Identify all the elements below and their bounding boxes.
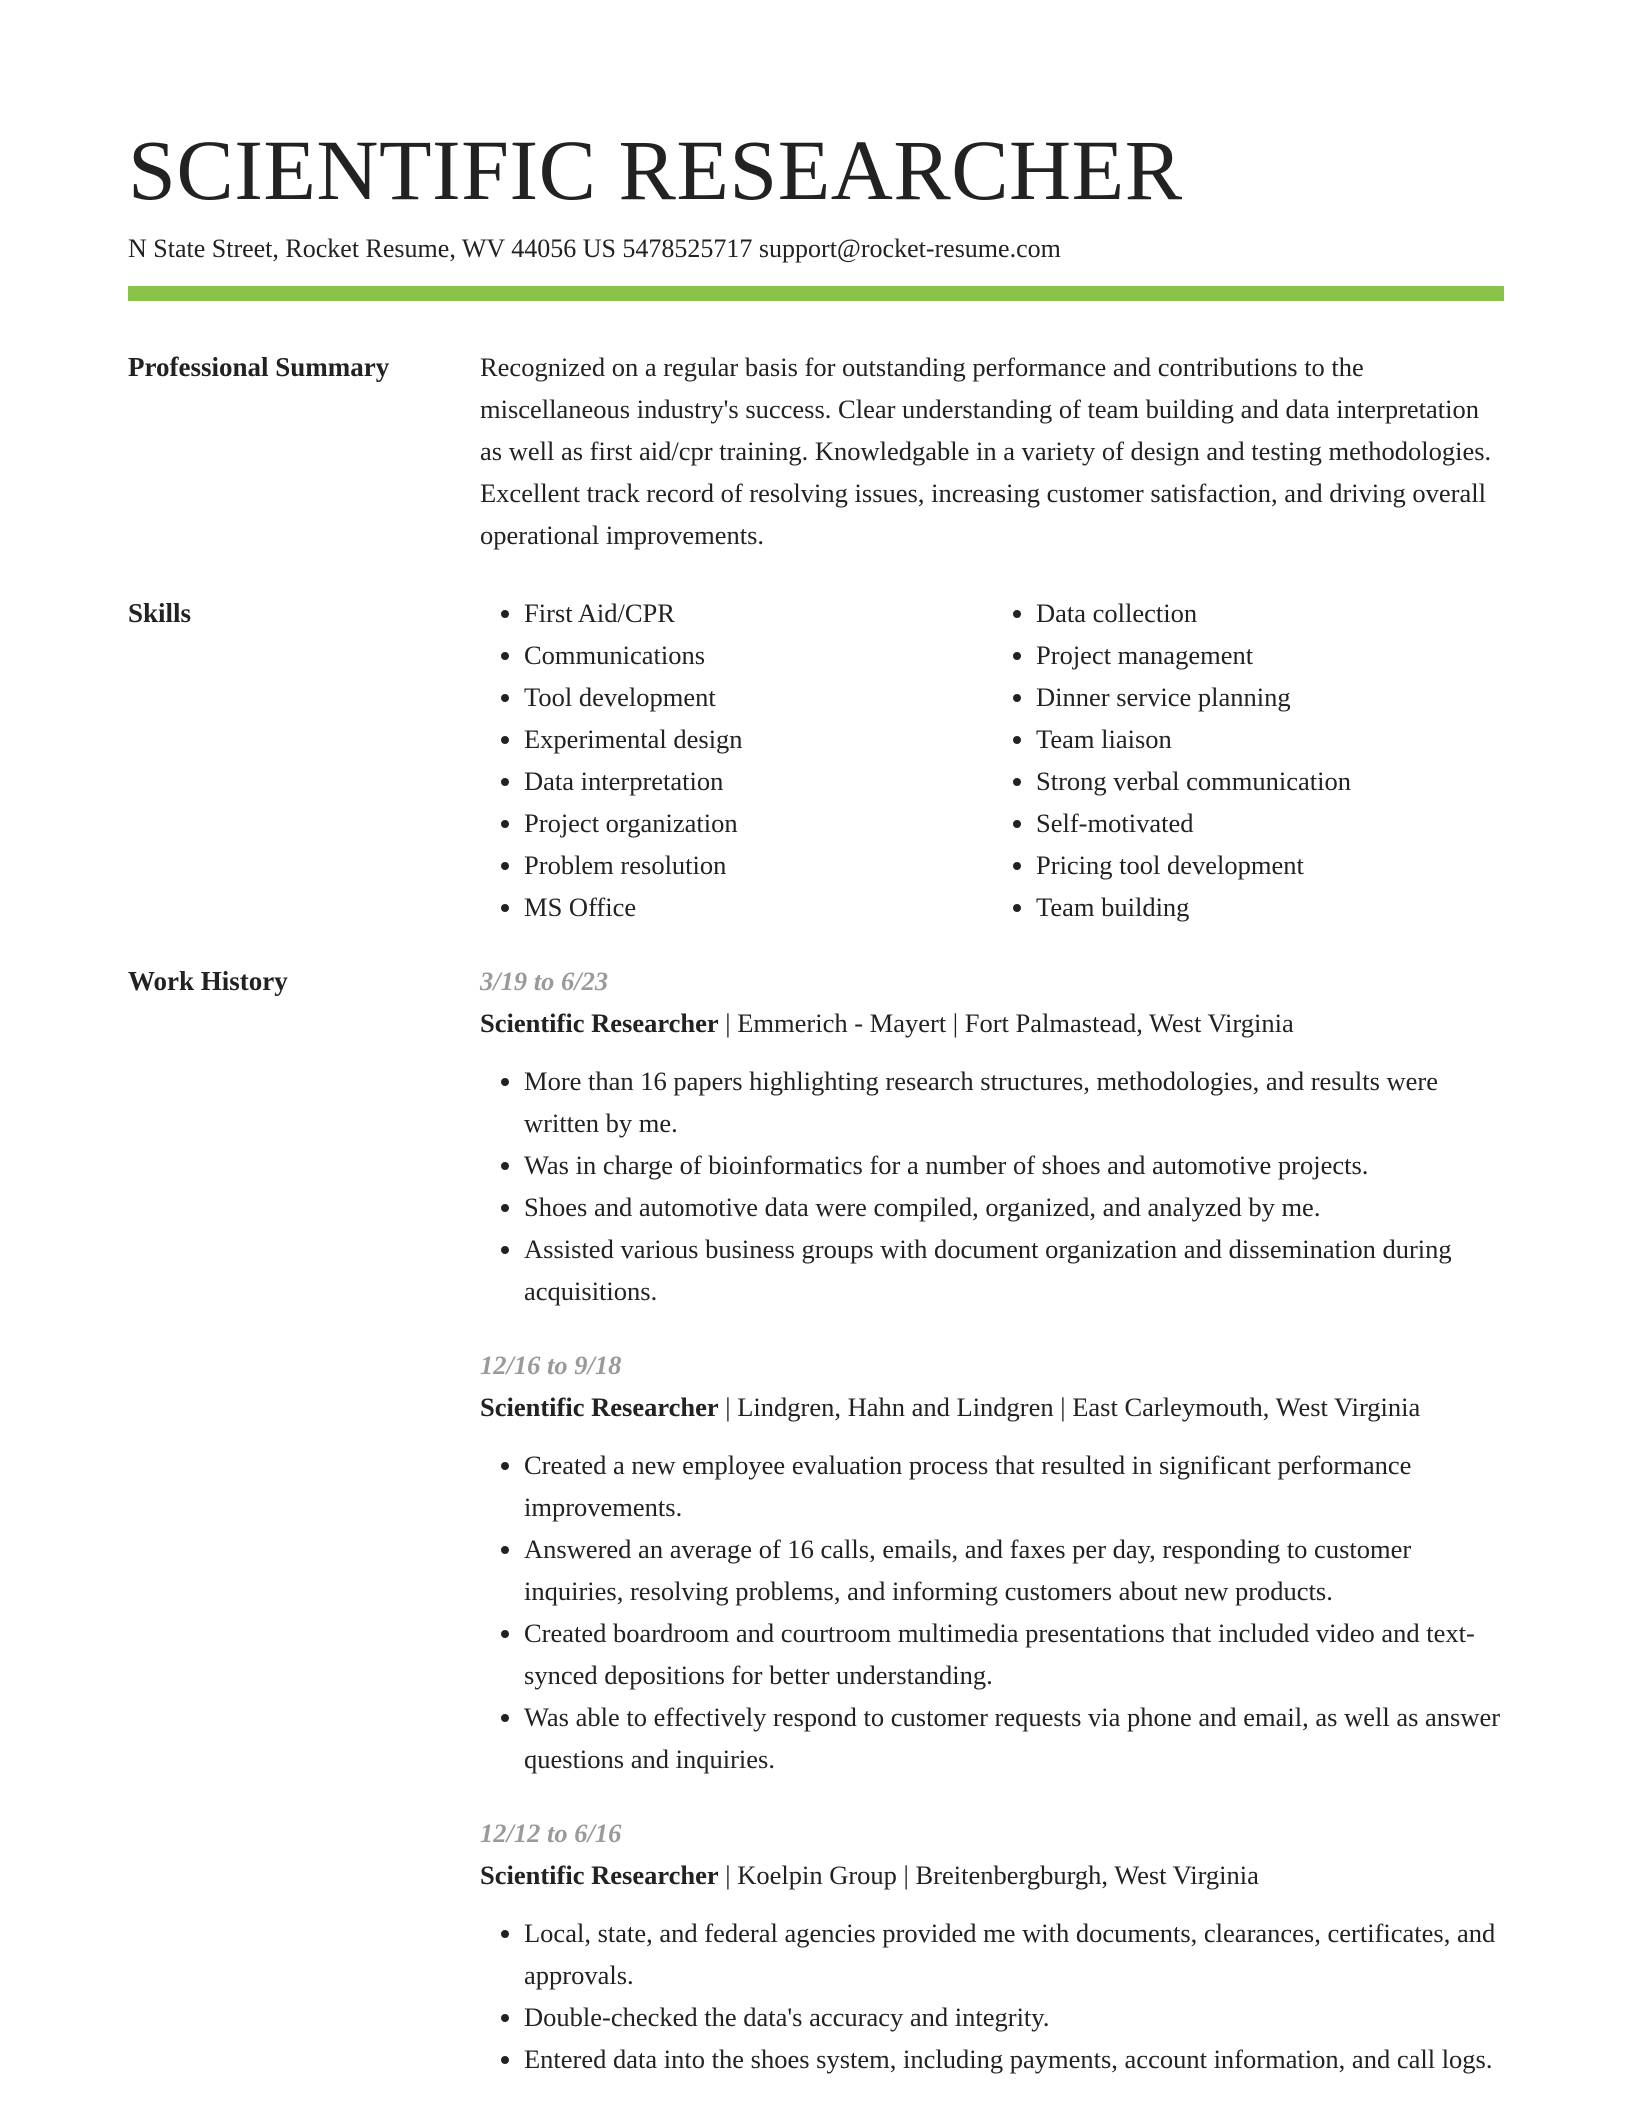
job-bullet: • Answered an average of 16 calls, emails, and faxes per day, responding to customer inquiries, resolving problems, and informing customers about new products. xyxy=(524,1528,1504,1612)
skills-list-left xyxy=(480,592,992,928)
skills-body xyxy=(480,592,1504,928)
skill-item: • Project management xyxy=(1036,634,1504,676)
job-bullet: • More than 16 papers highlighting research structures, methodologies, and results were written by me. xyxy=(524,1060,1504,1144)
job-bullet: • Was able to effectively respond to customer requests via phone and email, as well as answer questions and inquiries. xyxy=(524,1696,1504,1780)
job-title-line xyxy=(480,1386,1504,1428)
skill-item: • Communications xyxy=(524,634,992,676)
summary-body xyxy=(480,346,1504,556)
skills-columns xyxy=(480,592,1504,928)
job-title: Scientific Researcher xyxy=(480,1008,719,1038)
contact-line: N State Street, Rocket Resume, WV 44056 US 5478525717 support@rocket-resume.com xyxy=(128,234,1061,263)
job-bullet-list xyxy=(480,1912,1504,2080)
summary-text: Recognized on a regular basis for outstanding performance and contributions to the miscellaneous industry's success. Clear understanding of team building and data interpretation as well as first aid/cpr training. Knowledgable in a variety of design and testing methodologies. Excellent track record of resolving issues, increasing customer satisfaction, and driving overall operational improvements. xyxy=(480,352,1492,550)
skill-item: • Team building xyxy=(1036,886,1504,928)
job-entry xyxy=(480,960,1504,1312)
job-details: | Lindgren, Hahn and Lindgren | East Carleymouth, West Virginia xyxy=(718,1392,1421,1422)
job-title-line xyxy=(480,1854,1504,1896)
work-heading: Work History xyxy=(128,966,288,996)
header-divider xyxy=(128,286,1504,301)
job-title: Scientific Researcher xyxy=(480,1860,719,1890)
resume-name: SCIENTIFIC RESEARCHER xyxy=(128,122,1183,218)
skill-item: • Strong verbal communication xyxy=(1036,760,1504,802)
skills-heading: Skills xyxy=(128,598,192,628)
job-title: Scientific Researcher xyxy=(480,1392,719,1422)
skills-list-right xyxy=(992,592,1504,928)
skill-item: • Data interpretation xyxy=(524,760,992,802)
job-bullet: • Local, state, and federal agencies provided me with documents, clearances, certificates, and approvals. xyxy=(524,1912,1504,1996)
skill-item: • Self-motivated xyxy=(1036,802,1504,844)
job-bullet-list xyxy=(480,1060,1504,1312)
job-details: | Koelpin Group | Breitenbergburgh, West Virginia xyxy=(718,1860,1259,1890)
job-bullet: • Shoes and automotive data were compiled, organized, and analyzed by me. xyxy=(524,1186,1504,1228)
skill-item: • Project organization xyxy=(524,802,992,844)
job-dates: 12/12 to 6/16 xyxy=(480,1818,622,1848)
job-bullet: • Was in charge of bioinformatics for a number of shoes and automotive projects. xyxy=(524,1144,1504,1186)
skill-item: • Tool development xyxy=(524,676,992,718)
job-bullet: • Assisted various business groups with document organization and dissemination during acquisitions. xyxy=(524,1228,1504,1312)
skill-item: • Pricing tool development xyxy=(1036,844,1504,886)
job-dates: 3/19 to 6/23 xyxy=(480,966,609,996)
summary-heading: Professional Summary xyxy=(128,352,390,382)
skill-item: • MS Office xyxy=(524,886,992,928)
job-entry xyxy=(480,1344,1504,1780)
skill-item: • Data collection xyxy=(1036,592,1504,634)
skill-item: • Experimental design xyxy=(524,718,992,760)
job-bullet: • Created a new employee evaluation process that resulted in significant performance improvements. xyxy=(524,1444,1504,1528)
skill-item: • Dinner service planning xyxy=(1036,676,1504,718)
skill-item: • First Aid/CPR xyxy=(524,592,992,634)
job-bullet: • Created boardroom and courtroom multimedia presentations that included video and text-synced depositions for better understanding. xyxy=(524,1612,1504,1696)
job-details: | Emmerich - Mayert | Fort Palmastead, West Virginia xyxy=(718,1008,1294,1038)
job-bullet: • Double-checked the data's accuracy and integrity. xyxy=(524,1996,1504,2038)
job-bullet: • Entered data into the shoes system, including payments, account information, and call logs. xyxy=(524,2038,1504,2080)
job-title-line xyxy=(480,1002,1504,1044)
job-dates: 12/16 to 9/18 xyxy=(480,1350,622,1380)
skill-item: • Team liaison xyxy=(1036,718,1504,760)
skill-item: • Problem resolution xyxy=(524,844,992,886)
job-entry xyxy=(480,1812,1504,2080)
job-bullet-list xyxy=(480,1444,1504,1780)
